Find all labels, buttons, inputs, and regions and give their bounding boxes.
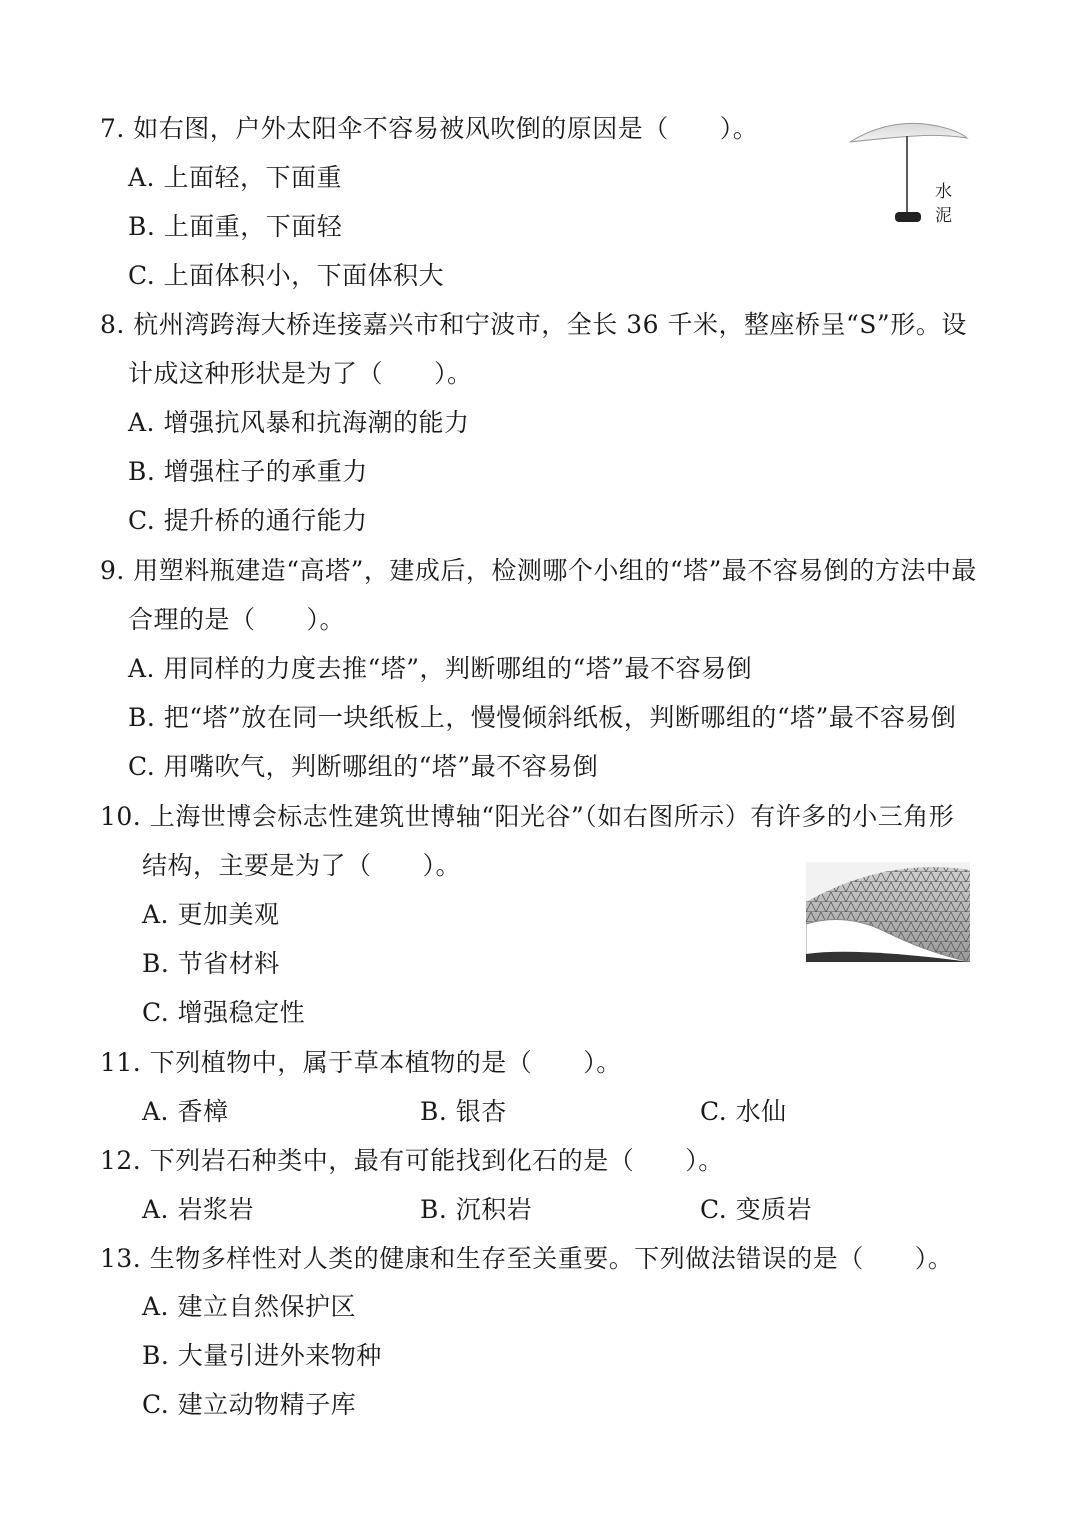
question-13-option-c: C. 建立动物精子库 (142, 1390, 357, 1419)
question-11-option-c: C. 水仙 (700, 1097, 787, 1126)
umbrella-label-water: 水 (935, 182, 952, 202)
umbrella-label-mud: 泥 (935, 206, 952, 226)
question-11-stem: 11. 下列植物中，属于草本植物的是（ ）。 (100, 1048, 622, 1077)
question-9-stem-line-2: 合理的是（ ）。 (128, 605, 346, 634)
question-11-option-a: A. 香樟 (142, 1097, 229, 1126)
umbrella-figure (845, 118, 970, 233)
question-7-option-b: B. 上面重，下面轻 (128, 212, 343, 241)
question-12-option-a: A. 岩浆岩 (142, 1195, 254, 1224)
question-8-option-a: A. 增强抗风暴和抗海潮的能力 (128, 408, 470, 437)
question-8-stem-line-2: 计成这种形状是为了（ ）。 (128, 359, 473, 388)
question-9-option-c: C. 用嘴吹气，判断哪组的“塔”最不容易倒 (128, 752, 599, 781)
question-8-option-c: C. 提升桥的通行能力 (128, 506, 368, 535)
question-8-stem-line-1: 8. 杭州湾跨海大桥连接嘉兴市和宁波市，全长 36 千米，整座桥呈“S”形。设 (100, 310, 967, 339)
question-10-stem-line-2: 结构，主要是为了（ ）。 (142, 851, 462, 880)
question-7-option-c: C. 上面体积小，下面体积大 (128, 261, 445, 290)
question-9-option-a: A. 用同样的力度去推“塔”，判断哪组的“塔”最不容易倒 (128, 654, 753, 683)
question-12-option-b: B. 沉积岩 (420, 1195, 533, 1224)
sunshine-valley-structure-icon (806, 862, 970, 962)
question-10-stem-line-1: 10. 上海世博会标志性建筑世博轴“阳光谷”（如右图所示）有许多的小三角形 (100, 802, 955, 831)
question-10-option-b: B. 节省材料 (142, 949, 280, 978)
question-11-option-b: B. 银杏 (420, 1097, 507, 1126)
question-9-stem-line-1: 9. 用塑料瓶建造“高塔”，建成后，检测哪个小组的“塔”最不容易倒的方法中最 (100, 556, 977, 585)
question-7-option-a: A. 上面轻，下面重 (128, 163, 342, 192)
question-12-option-c: C. 变质岩 (700, 1195, 813, 1224)
question-9-option-b: B. 把“塔”放在同一块纸板上，慢慢倾斜纸板，判断哪组的“塔”最不容易倒 (128, 703, 957, 732)
question-12-stem: 12. 下列岩石种类中，最有可能找到化石的是（ ）。 (100, 1146, 724, 1175)
question-7-stem: 7. 如右图，户外太阳伞不容易被风吹倒的原因是（ ）。 (100, 114, 759, 143)
question-10-option-a: A. 更加美观 (142, 900, 280, 929)
question-13-option-b: B. 大量引进外来物种 (142, 1341, 382, 1370)
sunshine-valley-figure (806, 862, 970, 962)
question-8-option-b: B. 增强柱子的承重力 (128, 457, 368, 486)
question-13-stem: 13. 生物多样性对人类的健康和生存至关重要。下列做法错误的是（ ）。 (100, 1244, 954, 1273)
question-10-option-c: C. 增强稳定性 (142, 998, 306, 1027)
question-13-option-a: A. 建立自然保护区 (142, 1292, 356, 1321)
